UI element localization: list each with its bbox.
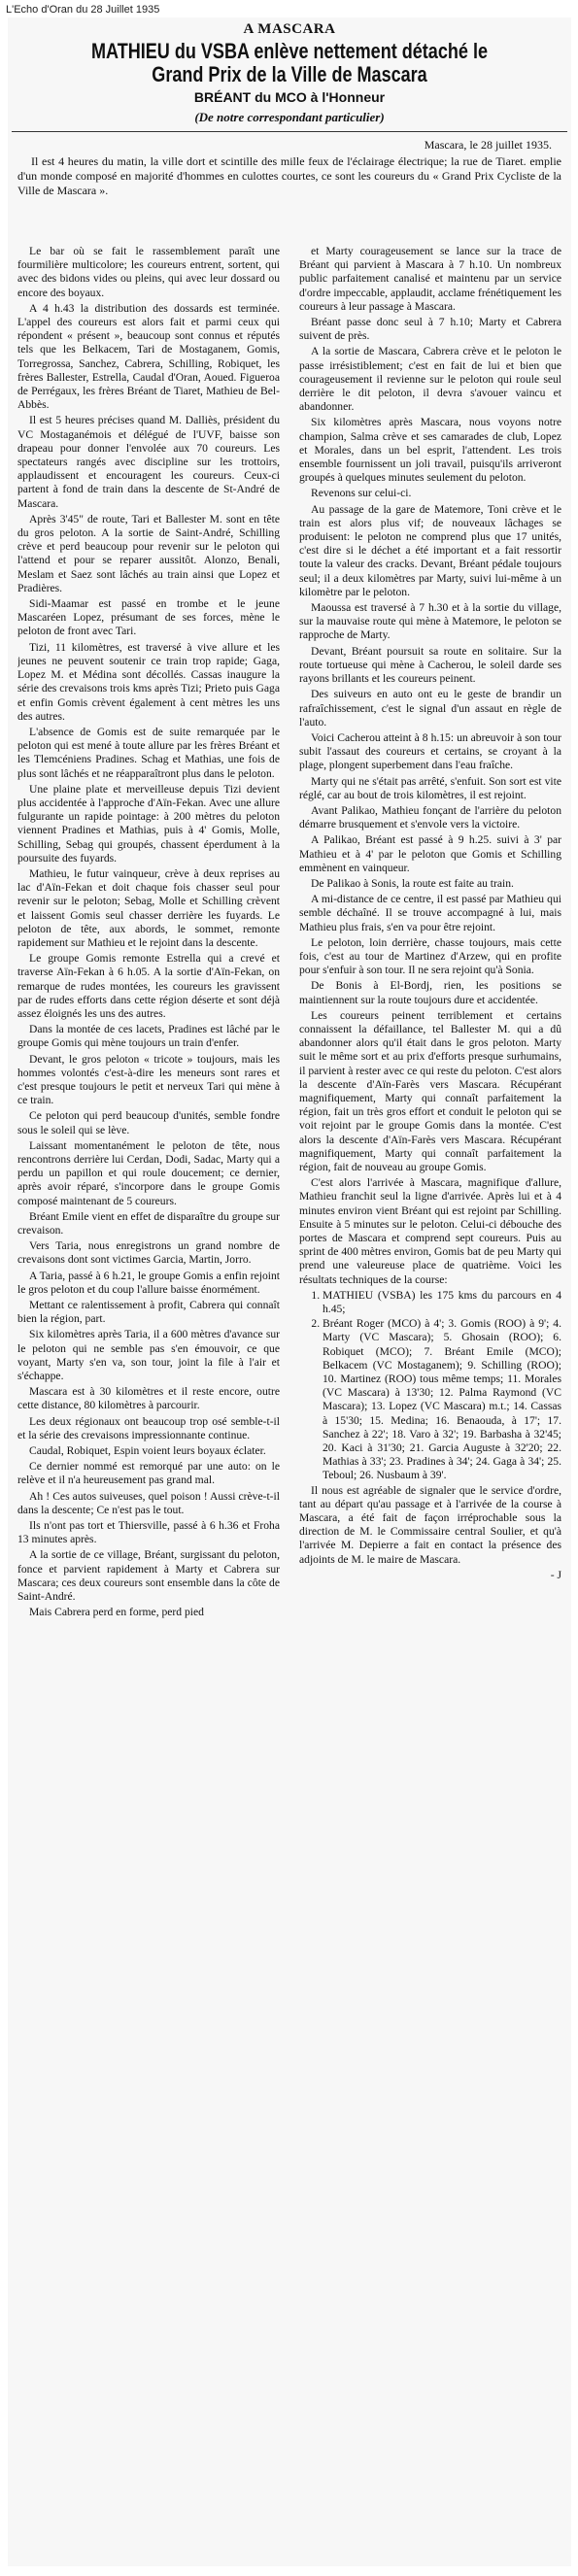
paragraph: Ah ! Ces autos suiveuses, quel poison ! Aussi crève-t-il dans la descente; Ce n'est pas le tout.	[17, 1489, 280, 1516]
right-paragraphs	[299, 245, 561, 1287]
paragraph: Voici Cacherou atteint à 8 h.15: un abreuvoir à son tour subit l'assaut des coureurs et certains, se croyant à la plage, plongent superbement dans l'eau fraîche.	[299, 730, 561, 772]
paragraph: Sidi-Maamar est passé en trombe et le jeune Mascaréen Lopez, présumant de ses forces, mène le peloton de front avec Tari.	[17, 597, 280, 638]
paragraph: Bréant passe donc seul à 7 h.10; Marty et Cabrera suivent de près.	[299, 316, 561, 343]
right-column	[299, 245, 561, 2564]
paragraph: et Marty courageusement se lance sur la trace de Bréant qui parvient à Mascara à 7 h.10. Un nombreux public parfaitement canalisé et maintenu par un service d'ordre impeccable, applaudit, acclame frénétiquement les coureurs à leur passage à Mascara.	[299, 245, 561, 313]
paragraph: De Bonis à El-Bordj, rien, les positions se maintiennent sur la route toujours dure et accidentée.	[299, 979, 561, 1006]
paragraph: Le groupe Gomis remonte Estrella qui a crevé et traverse Aïn-Fekan à 6 h.05. A la sortie d'Aïn-Fekan, on remarque de rudes montées, les coureurs les gravissent par de rudes efforts dans cette région déserte et sont déjà assez éloignés les uns des autres.	[17, 952, 280, 1020]
paragraph: A Palikao, Bréant est passé à 9 h.25. suivi à 3' par Mathieu et à 4' par le peloton que Gomis et Schilling emmènent en vainqueur.	[299, 833, 561, 874]
byline-credit: (De notre correspondant particulier)	[194, 110, 385, 124]
paragraph: Revenons sur celui-ci.	[311, 487, 412, 500]
paragraph: Maoussa est traversé à 7 h.30 et à la sortie du village, sur la mauvaise route qui mène à Matemore, le peloton se rapproche de Marty.	[299, 601, 561, 642]
paragraph: Marty qui ne s'était pas arrêté, s'enfuit. Son sort est vite réglé, car au bout de trois kilomètres, il est rejoint.	[299, 774, 561, 801]
divider	[12, 131, 567, 132]
paragraph: Ce peloton qui perd beaucoup d'unités, semble fondre sous le soleil qui se lève.	[17, 1109, 280, 1136]
signoff: - J	[550, 1568, 561, 1581]
result-item: 2. Bréant Roger (MCO) à 4'; 3. Gomis (ROO) à 9'; 4. Marty (VC Mascara); 5. Ghosain (ROO); 6. Robiquet (MCO); 7. Bréant Emile (MCO); Belkacem (VC Mostaganem); 9. Schilling (ROO); 10. Martinez (ROO) tous même temps; 11. Morales (VC Mascara) à 13'30; 12. Palma Raymond (VC Mascara); 13. Lopez (VC Mascara) m.t.; 14. Cassas à 15'30; 15. Medina; 16. Benaouda, à 17'; 17. Sanchez à 22'; 18. Varo à 32'; 19. Barbasha à 32'45; 20. Kaci à 31'30; 21. Garcia Auguste à 32'20; 22. Mathias à 33'; 23. Pradines à 34'; 24. Gaga à 34'; 25. Teboul; 26. Nusbaum à 39'.	[323, 1317, 561, 1482]
paragraph: Le peloton, loin derrière, chasse toujours, mais cette fois, c'est au tour de Martinez d'Arzew, qui en profite pour s'enfuir à son tour. Il ne sera rejoint qu'à Sonia.	[299, 935, 561, 977]
paragraph: Six kilomètres après Mascara, nous voyons notre champion, Salma crève et ses camarades de club, Lopez et Morales, dans un bel esprit, l'attendent. Les trois ensemble fournissent un joli travail, puisqu'ils arriveront groupés à quelques minutes seulement du peloton.	[299, 416, 561, 485]
intro-paragraph: Il est 4 heures du matin, la ville dort et scintille des mille feux de l'éclairage électrique; la rue de Tiaret. emplie d'un monde composé en majorité d'hommes en culottes courtes, ce sont les coureurs du « Grand Prix Cycliste de la Ville de Mascara ».	[17, 154, 561, 197]
paragraph: L'absence de Gomis est de suite remarquée par le peloton qui est mené à toute allure par les frères Bréant et les Tlemcéniens Pradines. Schag et Mathias, une fois de plus sont lâchés et ne réapparaîtront plus dans le peloton.	[17, 725, 280, 780]
paragraph: A mi-distance de ce centre, il est passé par Mathieu qui semble déchaîné. Il se trouve accompagné à lui, mais Mathieu plus frais, s'en va pour être rejoint.	[299, 893, 561, 933]
paragraph: Devant, Bréant poursuit sa route en solitaire. Sur la route tortueuse qui mène à Cacherou, le soleil darde ses rayons brillants et les coureurs peinent.	[299, 644, 561, 686]
paragraph: Six kilomètres après Taria, il a 600 mètres d'avance sur le peloton qui ne semble pas s'en émouvoir, ce que voyant, Marty s'en va, son tour, joint la file à l'air et s'échappe.	[17, 1328, 280, 1383]
article-columns	[17, 245, 563, 2564]
paragraph: A la sortie de ce village, Bréant, surgissant du peloton, fonce et parvient rapidement à Marty et Cabrera sur Mascara; ces deux coureurs sont ensemble dans la côte de Saint-André.	[17, 1548, 280, 1604]
paragraph: Il est 5 heures précises quand M. Dalliès, président du VC Mostaganémois et délégué de l'UVF, baisse son drapeau pour donner l'envolée aux 70 coureurs. Les spectateurs rangés avec discipline sur les trottoirs, applaudissent et encouragent les coureurs. Ceux-ci partent à fond de train dans la descente de St-André de Mascara.	[17, 414, 280, 510]
paragraph: Après 3'45" de route, Tari et Ballester M. sont en tête du gros peloton. A la sortie de Saint-André, Schilling crève et perd beaucoup pour revenir sur le peloton qui l'attend et pour se reparer aussitôt. Alonzo, Benali, Meslam et Saez sont lâchés au train ainsi que Lopez et Pradières.	[17, 512, 280, 594]
newspaper-page	[8, 17, 571, 2566]
paragraph: Les deux régionaux ont beaucoup trop osé semble-t-il et la série des crevaisons impressionnante continue.	[17, 1414, 280, 1441]
paragraph: A Taria, passé à 6 h.21, le groupe Gomis a enfin rejoint le gros peloton et du coup l'allure baisse énormément.	[17, 1269, 280, 1296]
paragraph: De Palikao à Sonis, la route est faite au train.	[311, 876, 514, 890]
paragraph: Des suiveurs en auto ont eu le geste de brandir un rafraîchissement, c'est le signal d'un assaut en règle de l'auto.	[299, 688, 561, 729]
closing-paragraph: Il nous est agréable de signaler que le service d'ordre, tant au départ qu'au passage et à l'arrivée de la course à Mascara, a été fait de façon irréprochable sous la direction de M. le Commissaire central Soulier, et qu'à l'arrivée M. Depierre a fait en contact la présence des adjoints de M. le maire de Mascara.	[299, 1483, 561, 1566]
result-item: 1. MATHIEU (VSBA) les 175 kms du parcours en 4 h.45;	[323, 1289, 561, 1316]
paragraph: Bréant Emile vient en effet de disparaître du groupe sur crevaison.	[17, 1209, 280, 1237]
section-rubric: A MASCARA	[243, 21, 336, 37]
paragraph: Mais Cabrera perd en forme, perd pied	[29, 1606, 204, 1619]
paragraph: Tizi, 11 kilomètres, est traversé à vive allure et les jeunes ne peuvent soutenir ce train trop rapide; Gaga, Lopez M. et Médina sont décollés. Cassas inaugure la série des crevaisons trois kms après Tizi; Prieto puis Gaga et enfin Gomis crèvent également à cent mètres les uns des autres.	[17, 640, 280, 723]
dateline: Mascara, le 28 juillet 1935.	[424, 138, 552, 152]
left-column	[17, 245, 280, 2564]
paragraph: Avant Palikao, Mathieu fonçant de l'arrière du peloton démarre brusquement et s'envole vers la victoire.	[299, 803, 561, 831]
paragraph: Au passage de la gare de Matemore, Toni crève et le train est alors plus vif; de nouveaux lâchages se produisent: le peloton ne comprend plus que 17 unités, c'est dire si le déchet a été important et a fait ressortir toute la valeur des cracks. Devant, Bréant pédale toujours seul; il a deux kilomètres par Marty, suivi lui-même à un kilomètre par le peloton.	[299, 502, 561, 598]
paragraph: Ils n'ont pas tort et Thiersville, passé à 6 h.36 et Froha 13 minutes après.	[17, 1519, 280, 1546]
subheadline: BRÉANT du MCO à l'Honneur	[193, 89, 386, 105]
paragraph: C'est alors l'arrivée à Mascara, magnifique d'allure, Mathieu franchit seul la ligne d'arrivée. Après lui et à 4 minutes environ vient Bréant qui est rejoint par Schilling. Ensuite à 5 minutes sur le peloton. Celui-ci débouche des portes de Mascara et comprend sept coureurs. Puis au sprint de 400 mètres environ, Gomis bat de peu Marty qui prend une valeureuse place de quatrième. Voici les résultats techniques de la course:	[299, 1176, 561, 1286]
results-list	[299, 1289, 561, 1483]
paragraph: Ce dernier nommé est remorqué par une auto: on le relève et il n'a heureusement pas grand mal.	[17, 1460, 280, 1487]
paragraph: Caudal, Robiquet, Espin voient leurs boyaux éclater.	[29, 1444, 266, 1458]
paragraph: Mathieu, le futur vainqueur, crève à deux reprises au lac d'Aïn-Fekan et doit chaque fois chasser seul pour revenir sur le peloton; Sebag, Molle et Schilling crèvent et laissent Gomis seul chasser derrière les fuyards. Le peloton de tête, aux abords, le sommet, remonte rapidement sur Mathieu et le rejoint dans la descente.	[17, 866, 280, 949]
paragraph: Laissant momentanément le peloton de tête, nous rencontrons derrière lui Cerdan, Dodi, Sadac, Marty qui a perdu un papillon et qui roule doucement; ce dernier, après avoir réparé, s'incorpore dans le groupe Gomis composé maintenant de 5 coureurs.	[17, 1138, 280, 1207]
page-caption: L'Echo d'Oran du 28 Juillet 1935	[6, 4, 160, 16]
paragraph: Vers Taria, nous enregistrons un grand nombre de crevaisons dont sont victimes Garcia, Martin, Jorro.	[17, 1239, 280, 1267]
headline: MATHIEU du VSBA enlève nettement détaché le Grand Prix de la Ville de Mascara	[90, 39, 488, 86]
paragraph: Mettant ce ralentissement à profit, Cabrera qui connaît bien la région, part.	[17, 1299, 280, 1326]
paragraph: Une plaine plate et merveilleuse depuis Tizi devient plus accidentée à l'approche d'Aïn-Fekan. Avec une allure fulgurante un rapide pointage: à 200 mètres du peloton viennent Pradines et Mathias, puis à 4' Gomis, Molle, Schilling, Sebag qui groupés, chassent éperdument à la poursuite des fuyards.	[17, 782, 280, 864]
paragraph: Mascara est à 30 kilomètres et il reste encore, outre cette distance, 80 kilomètres à parcourir.	[17, 1385, 280, 1412]
paragraph: A la sortie de Mascara, Cabrera crève et le peloton le passe irrésistiblement; c'est en fait de lui et bien que courageusement il revienne sur le peloton qui roule seul derrière le dit peloton, il devra s'avouer vaincu et abandonner.	[299, 345, 561, 414]
intro	[17, 154, 561, 198]
paragraph: Les coureurs peinent terriblement et certains connaissent la défaillance, tel Ballester M. qui a dû abandonner alors qu'il était dans le gros peloton. Marty suit le même sort et au prix d'efforts presque surhumains, il parvient à rester avec ce qui reste du peloton. C'est alors la descente d'Aïn-Farès vers Mascara. Récupérant magnifiquement, Marty qui connaît parfaitement la région, fait un très gros effort et conduit le peloton qui se voit rejoint par le groupe Gomis dans la montée. C'est alors la descente d'Aïn-Farès vers Mascara. Récupérant magnifiquement, Marty qui connaît parfaitement la région, fait de nouveau au groupe Gomis.	[299, 1008, 561, 1173]
paragraph: Dans la montée de ces lacets, Pradines est lâché par le groupe Gomis qui mène toujours un train d'enfer.	[17, 1023, 280, 1050]
paragraph: Le bar où se fait le rassemblement paraît une fourmilière multicolore; les coureurs entrent, sortent, qui avec des bidons vides ou pleins, qui avec leur dossard ou encore des boyaux.	[17, 245, 280, 299]
paragraph: A 4 h.43 la distribution des dossards est terminée. L'appel des coureurs est alors fait et parmi ceux qui répondent « présent », beaucoup sont connus et réputés tels que les Belkacem, Tari de Mostaganem, Gomis, Torregrossa, Sanchez, Cabrera, Schilling, Robiquet, les frères Ballester, Estrella, Caudal d'Oran, Aoued. Figueroa de Perrégaux, les frères Bréant de Tiaret, Mathieu de Bel-Abbès.	[17, 301, 280, 412]
paragraph: Devant, le gros peloton « tricote » toujours, mais les hommes volontés c'est-à-dire les meneurs sont rares et c'est presque toujours le petit et nerveux Tari qui mène à ce train.	[17, 1052, 280, 1107]
